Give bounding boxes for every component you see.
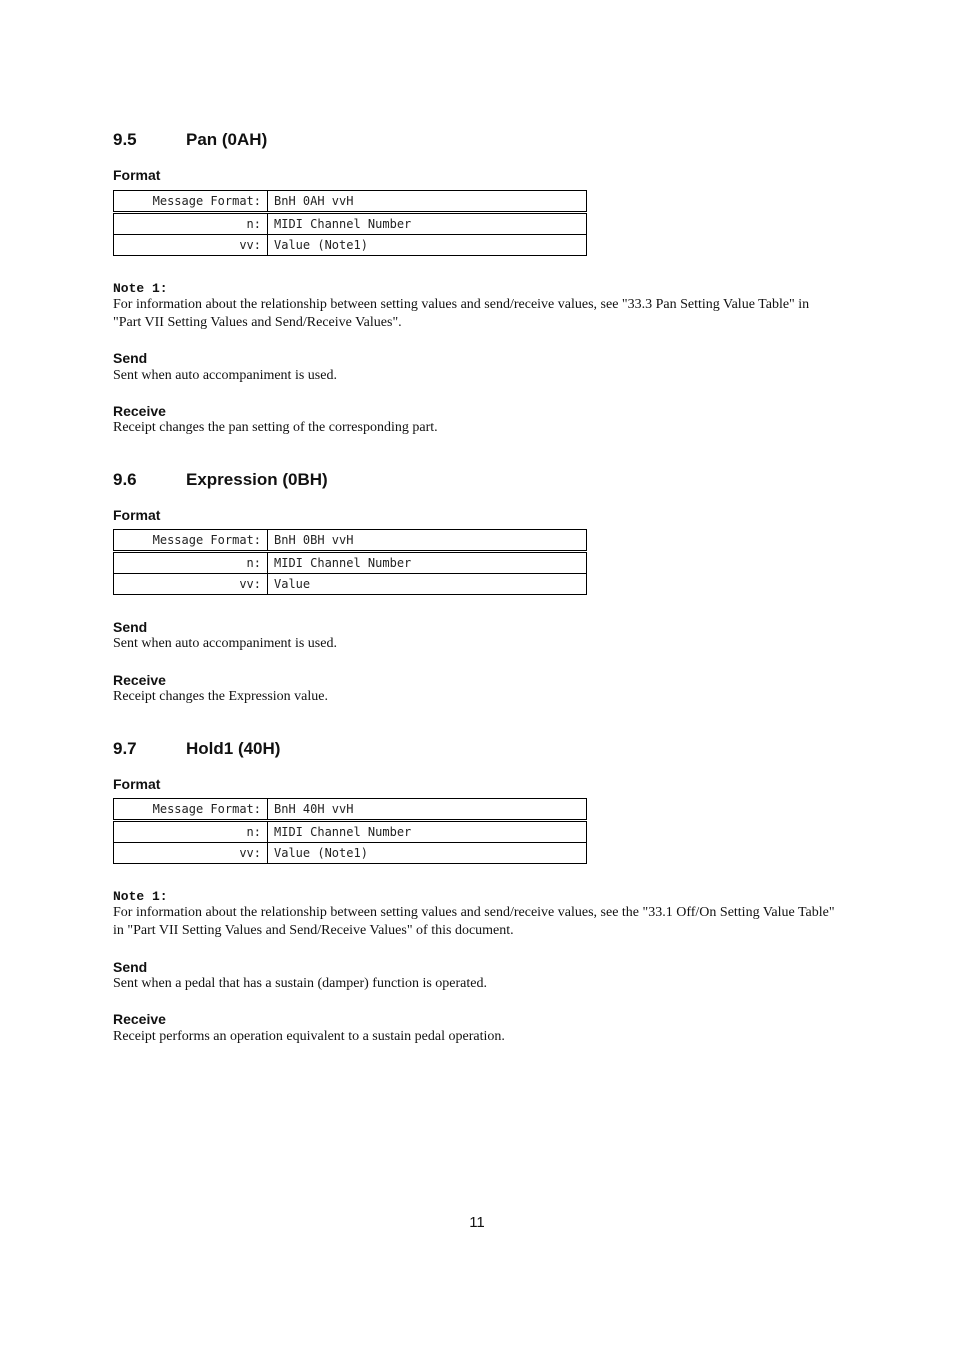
- format-label: Format: [113, 776, 161, 792]
- send-label: Send: [113, 619, 148, 635]
- format-key: n:: [114, 821, 268, 843]
- section-number: 9.7: [113, 739, 137, 758]
- receive-label: Receive: [113, 1011, 166, 1027]
- send-label: Send: [113, 959, 148, 975]
- table-row: [114, 799, 587, 821]
- table-row: [114, 191, 587, 213]
- send-label: Send: [113, 350, 148, 366]
- format-value: Value (Note1): [268, 235, 587, 256]
- format-label: Format: [113, 507, 161, 523]
- section-number: 9.6: [113, 470, 137, 489]
- section-title: Pan (0AH): [186, 130, 268, 149]
- table-row: [114, 235, 587, 256]
- format-value: BnH 40H vvH: [268, 799, 587, 821]
- format-value: BnH 0BH vvH: [268, 530, 587, 552]
- format-value: Value: [268, 574, 587, 595]
- receive-text: Receipt changes the Expression value.: [113, 689, 328, 704]
- format-value: MIDI Channel Number: [268, 552, 587, 574]
- format-value: MIDI Channel Number: [268, 213, 587, 235]
- format-table: [113, 190, 587, 256]
- send-text: Sent when a pedal that has a sustain (damper) function is operated.: [113, 976, 487, 991]
- format-key: Message Format:: [114, 191, 268, 213]
- table-row: [114, 574, 587, 595]
- table-row: [114, 552, 587, 574]
- section-title: Hold1 (40H): [186, 739, 281, 758]
- section-heading: [113, 470, 328, 490]
- receive-text: Receipt changes the pan setting of the corresponding part.: [113, 420, 438, 435]
- section-title: Expression (0BH): [186, 470, 328, 489]
- format-value: BnH 0AH vvH: [268, 191, 587, 213]
- format-table: [113, 529, 587, 595]
- note-label: Note 1:: [113, 889, 168, 904]
- receive-label: Receive: [113, 672, 166, 688]
- send-text: Sent when auto accompaniment is used.: [113, 636, 337, 651]
- table-row: [114, 530, 587, 552]
- section-number: 9.5: [113, 130, 137, 149]
- page-number: 11: [469, 1214, 485, 1231]
- format-key: vv:: [114, 235, 268, 256]
- format-label: Format: [113, 167, 161, 183]
- note-text: For information about the relationship between setting values and send/receive values, see "33.3 Pan Setting Value Table" in "Part VII Setting Values and Send/Receive Values".: [113, 297, 810, 330]
- note-text: For information about the relationship between setting values and send/receive values, see the "33.1 Off/On Setting Value Table" in "Part VII Setting Values and Send/Receive Values" of this document.: [113, 905, 835, 938]
- table-row: [114, 213, 587, 235]
- format-key: vv:: [114, 843, 268, 864]
- table-row: [114, 843, 587, 864]
- format-key: n:: [114, 213, 268, 235]
- receive-text: Receipt performs an operation equivalent to a sustain pedal operation.: [113, 1029, 505, 1044]
- format-value: Value (Note1): [268, 843, 587, 864]
- format-key: Message Format:: [114, 530, 268, 552]
- format-table: [113, 798, 587, 864]
- section-heading: [113, 739, 280, 759]
- format-key: n:: [114, 552, 268, 574]
- receive-label: Receive: [113, 403, 166, 419]
- note-label: Note 1:: [113, 281, 168, 296]
- format-key: Message Format:: [114, 799, 268, 821]
- table-row: [114, 821, 587, 843]
- section-heading: [113, 130, 267, 150]
- format-value: MIDI Channel Number: [268, 821, 587, 843]
- send-text: Sent when auto accompaniment is used.: [113, 368, 337, 383]
- format-key: vv:: [114, 574, 268, 595]
